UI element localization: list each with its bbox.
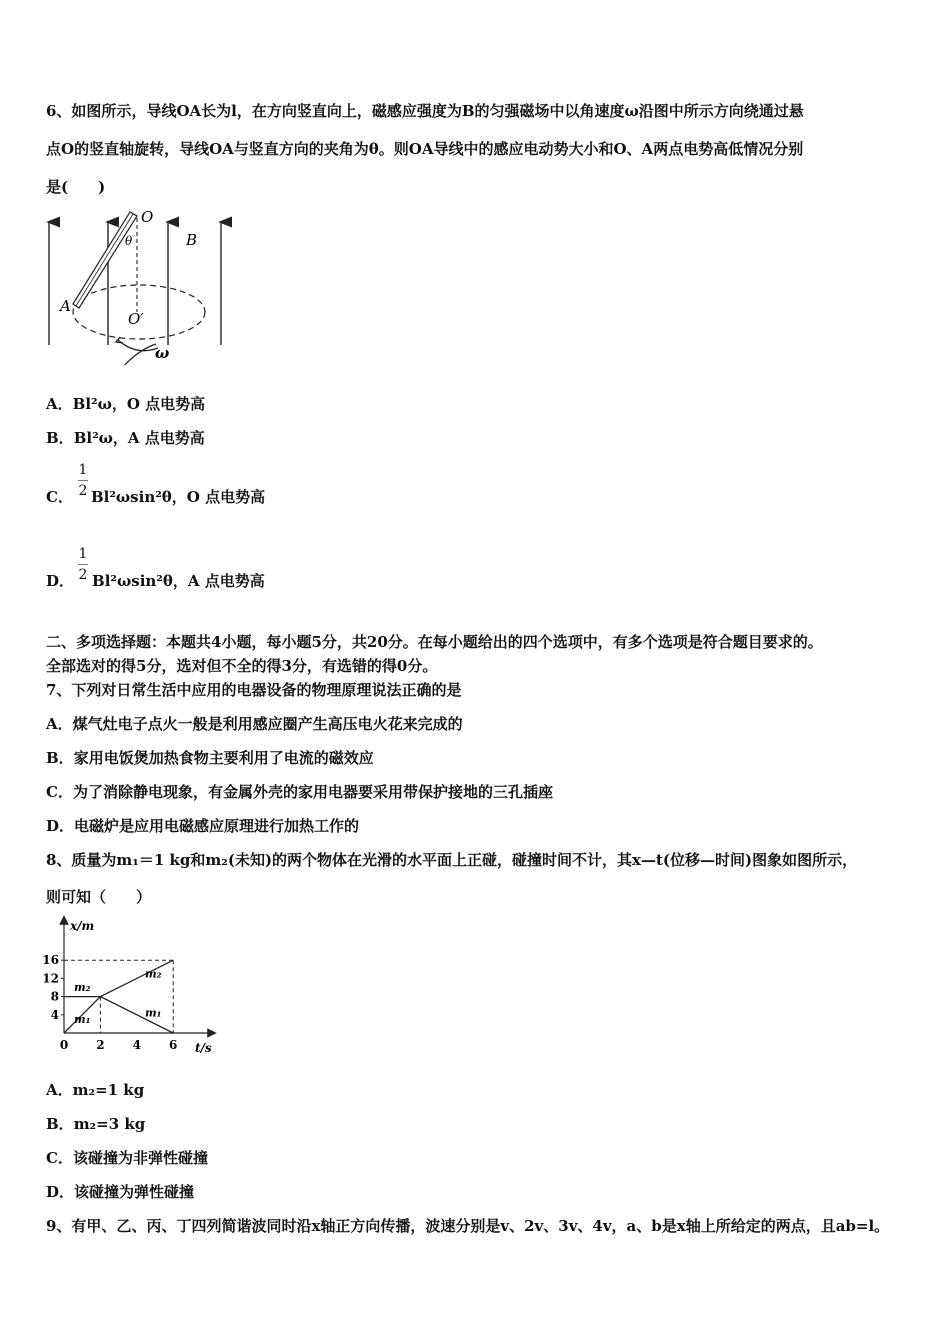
option-text: 为了消除静电现象，有金属外壳的家用电器要采用带保护接地的三孔插座 (72, 783, 553, 801)
x-tick-label: 6 (169, 1038, 178, 1052)
option-text: 该碰撞为非弹性碰撞 (72, 1149, 208, 1167)
y-tick-label: 16 (42, 953, 59, 968)
y-tick-label: 12 (42, 971, 59, 986)
option-key: A． (46, 715, 73, 733)
q8-option-d[interactable] (46, 1182, 194, 1202)
x-tick-label: 2 (96, 1038, 105, 1052)
q6-option-c[interactable] (46, 487, 265, 507)
option-text: Bl²ωsin²θ，A 点电势高 (92, 572, 265, 590)
x-tick-label: 4 (132, 1038, 141, 1052)
option-text: m₂=3 kg (73, 1115, 146, 1133)
option-key: A． (46, 395, 73, 413)
label-B: B (186, 231, 198, 249)
option-text: Bl²ωsin²θ，O 点电势高 (90, 488, 266, 506)
option-key: A． (46, 1081, 73, 1099)
q7-option-c[interactable] (46, 782, 553, 802)
y-axis-label: x/m (70, 919, 95, 933)
y-tick-label: 8 (50, 989, 59, 1004)
series-label: m₁ (144, 1006, 162, 1020)
wire-OA (73, 212, 137, 308)
q8-stem-line1: 8、质量为m₁＝1 kg和m₂(未知)的两个物体在光滑的水平面上正碰，碰撞时间不计，其x—t(位移—时间)图象如图所示， (46, 851, 858, 869)
q6-stem-line1: 6、如图所示，导线OA长为l，在方向竖直向上，磁感应强度为B的匀强磁场中以角速度ω沿图中所示方向绕通过悬 (46, 102, 804, 120)
q6-option-d[interactable] (46, 571, 265, 591)
option-key: D． (46, 572, 75, 590)
series-label: m₂ (73, 981, 91, 995)
q7-option-b[interactable] (46, 748, 374, 768)
q7-option-d[interactable] (46, 816, 359, 836)
option-key: C． (46, 783, 73, 801)
fraction-denominator: 2 (78, 483, 88, 499)
option-key: B． (46, 429, 74, 447)
label-A: A (60, 297, 71, 315)
option-key: D． (46, 817, 75, 835)
q9-stem-line1: 9、有甲、乙、丙、丁四列简谐波同时沿x轴正方向传播，波速分别是v、2v、3v、4v，a、b是x轴上所给定的两点，且ab=l。 (46, 1217, 890, 1235)
q6-option-b[interactable] (46, 428, 205, 448)
fraction-denominator: 2 (78, 567, 88, 583)
option-text: 家用电饭煲加热食物主要利用了电流的磁效应 (73, 749, 374, 767)
option-text: 该碰撞为弹性碰撞 (74, 1183, 195, 1201)
q7-option-a[interactable] (46, 714, 463, 734)
section2-heading-line1: 二、多项选择题：本题共4小题，每小题5分，共20分。在每小题给出的四个选项中，有多个选项是符合题目要求的。 (46, 633, 823, 651)
label-O-prime: O′ (128, 310, 144, 328)
q7-stem: 7、下列对日常生活中应用的电器设备的物理原理说法正确的是 (46, 681, 462, 699)
q8-xt-chart (40, 912, 220, 1060)
q8-stem-line2: 则可知（ ） (46, 888, 152, 906)
option-text: Bl²ω，O 点电势高 (72, 395, 206, 413)
q8-option-c[interactable] (46, 1148, 208, 1168)
option-text: m₂=1 kg (72, 1081, 145, 1099)
q8-option-b[interactable] (46, 1114, 145, 1134)
section2-heading-line2: 全部选对的得5分，选对但不全的得3分，有选错的得0分。 (46, 657, 438, 675)
label-O: O (141, 208, 154, 226)
option-text: Bl²ω，A 点电势高 (73, 429, 205, 447)
q6-stem-line3: 是( ) (46, 178, 106, 196)
label-theta: θ (125, 234, 133, 248)
option-key: B． (46, 1115, 74, 1133)
x-axis-label: t/s (195, 1041, 212, 1055)
series-label: m₁ (73, 1012, 91, 1026)
option-text: 电磁炉是应用电磁感应原理进行加热工作的 (74, 817, 360, 835)
option-key: C． (46, 488, 73, 506)
option-key: C． (46, 1149, 73, 1167)
series-label: m₂ (144, 967, 162, 981)
fraction-numerator: 1 (78, 546, 88, 562)
q8-option-a[interactable] (46, 1080, 144, 1100)
q6-stem-line2: 点O的竖直轴旋转，导线OA与竖直方向的夹角为θ。则OA导线中的感应电动势大小和O、A两点电势高低情况分别 (46, 140, 804, 158)
fraction-numerator: 1 (78, 462, 88, 478)
option-key: B． (46, 749, 74, 767)
option-key: D． (46, 1183, 75, 1201)
label-omega: ω (155, 344, 170, 362)
x-tick-label: 0 (59, 1038, 69, 1052)
y-tick-label: 4 (50, 1007, 59, 1022)
q6-option-a[interactable] (46, 394, 205, 414)
option-text: 煤气灶电子点火一般是利用感应圈产生高压电火花来完成的 (72, 715, 463, 733)
q6-figure (40, 200, 240, 365)
